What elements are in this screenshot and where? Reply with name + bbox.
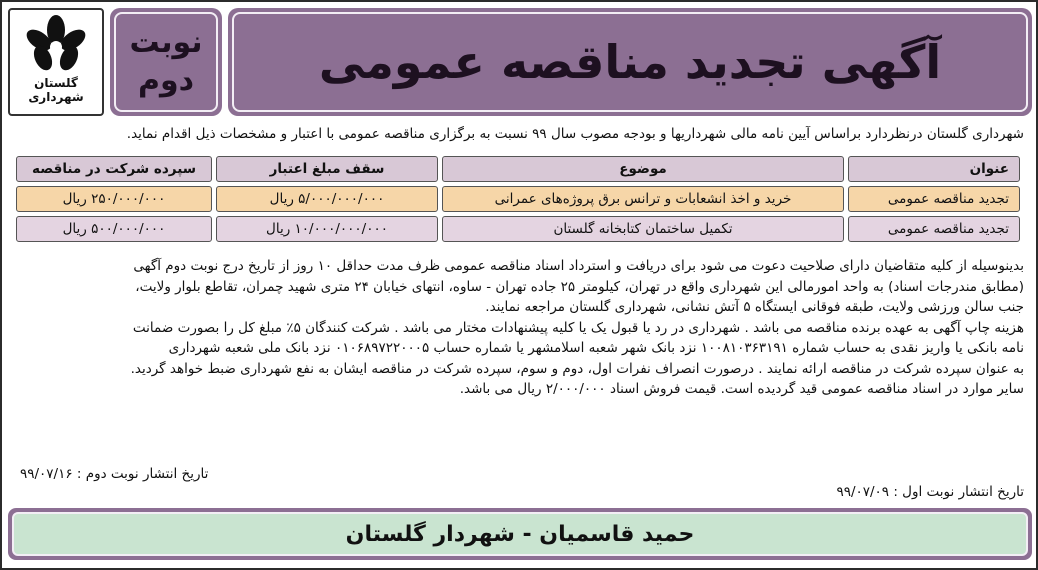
body-line: (مطابق مندرجات اسناد) به واحد امورمالی این شهرداری واقع در تهران، کیلومتر ۲۵ جاده تهران - ساوه، انتهای خیابان ۲۴ متری شهید چمران، تقاطع بلوار ولایت، — [135, 278, 1024, 295]
header-deposit: سپرده شرکت در مناقصه — [16, 156, 212, 182]
intro-paragraph: شهرداری گلستان درنظردارد براساس آیین نامه مالی شهرداریها و بودجه مصوب سال ۹۹ نسبت به برگزاری مناقصه عمومی با اعتبار و مشخصات ذیل اقدام نماید. — [126, 126, 1024, 142]
flower-logo-icon — [21, 14, 91, 76]
title-banner — [228, 8, 1032, 116]
body-line: بدینوسیله از کلیه متقاضیان دارای صلاحیت دعوت می شود برای دریافت و استرداد اسناد مناقصه عمومی ظرف مدت حداقل ۱۰ روز از تاریخ درج نوبت دوم آگهی — [133, 258, 1024, 274]
header-title: عنوان — [848, 156, 1020, 182]
cell-credit-cap: ۵/۰۰۰/۰۰۰/۰۰۰ ریال — [216, 186, 438, 212]
cell-title: تجدید مناقصه عمومی — [848, 216, 1020, 242]
publication-dates — [14, 466, 1024, 506]
body-line: سایر موارد در اسناد مناقصه عمومی قید گردیده است. قیمت فروش اسناد ۲/۰۰۰/۰۰۰ ریال می باشد. — [459, 381, 1024, 397]
municipality-logo — [8, 8, 104, 116]
body-line: هزینه چاپ آگهی به عهده برنده مناقصه می باشد . شهرداری در رد یا قبول یک یا کلیه پیشنهادات مختار می باشد . شرکت کنندگان ۵٪ مبلغ کل را بصورت ضمانت — [132, 319, 1024, 336]
body-line: جنب سالن ورزشی ولایت، طبقه فوقانی ایستگاه ۵ آتش نشانی، شهرداری گلستان مراجعه نمایند. — [485, 299, 1024, 315]
tender-table — [12, 152, 1024, 246]
round-badge-line1: نوبت — [129, 25, 203, 60]
table-row — [16, 216, 1020, 242]
table-header-row — [16, 156, 1020, 182]
mayor-signature: حمید قاسمیان - شهردار گلستان — [345, 521, 695, 547]
page-title: آگهی تجدید مناقصه عمومی — [318, 35, 942, 89]
round-badge — [110, 8, 222, 116]
header-subject: موضوع — [442, 156, 844, 182]
round-badge-line2: دوم — [137, 63, 195, 98]
second-publication-date: تاریخ انتشار نوبت دوم : ۹۹/۰۷/۱۶ — [20, 466, 209, 482]
logo-text-city: گلستان — [34, 76, 78, 90]
cell-deposit: ۲۵۰/۰۰۰/۰۰۰ ریال — [16, 186, 212, 212]
table-row — [16, 186, 1020, 212]
cell-deposit: ۵۰۰/۰۰۰/۰۰۰ ریال — [16, 216, 212, 242]
body-line: به عنوان سپرده شرکت در مناقصه ارائه نمایند . درصورت انصراف نفرات اول، دوم و سوم، سپرده شرکت در مناقصه ایشان به نفع شهرداری ضبط خواهد گردید. — [130, 360, 1024, 377]
body-line: نامه بانکی یا واریز نقدی به حساب شماره ۱۰۰۸۱۰۳۶۳۱۹۱ نزد بانک شهر شعبه اسلامشهر یا شماره حساب ۰۱۰۶۸۹۷۲۲۰۰۰۵ نزد بانک ملی شعبه شهرداری — [168, 340, 1024, 356]
first-publication-date: تاریخ انتشار نوبت اول : ۹۹/۰۷/۰۹ — [836, 484, 1024, 500]
cell-credit-cap: ۱۰/۰۰۰/۰۰۰/۰۰۰ ریال — [216, 216, 438, 242]
cell-title: تجدید مناقصه عمومی — [848, 186, 1020, 212]
logo-text-municipality: شهرداری — [28, 90, 84, 104]
header-credit-cap: سقف مبلغ اعتبار — [216, 156, 438, 182]
signature-footer — [8, 508, 1032, 560]
cell-subject: خرید و اخذ انشعابات و ترانس برق پروژه‌های عمرانی — [442, 186, 844, 212]
cell-subject: تکمیل ساختمان کتابخانه گلستان — [442, 216, 844, 242]
announcement-body — [14, 256, 1024, 400]
